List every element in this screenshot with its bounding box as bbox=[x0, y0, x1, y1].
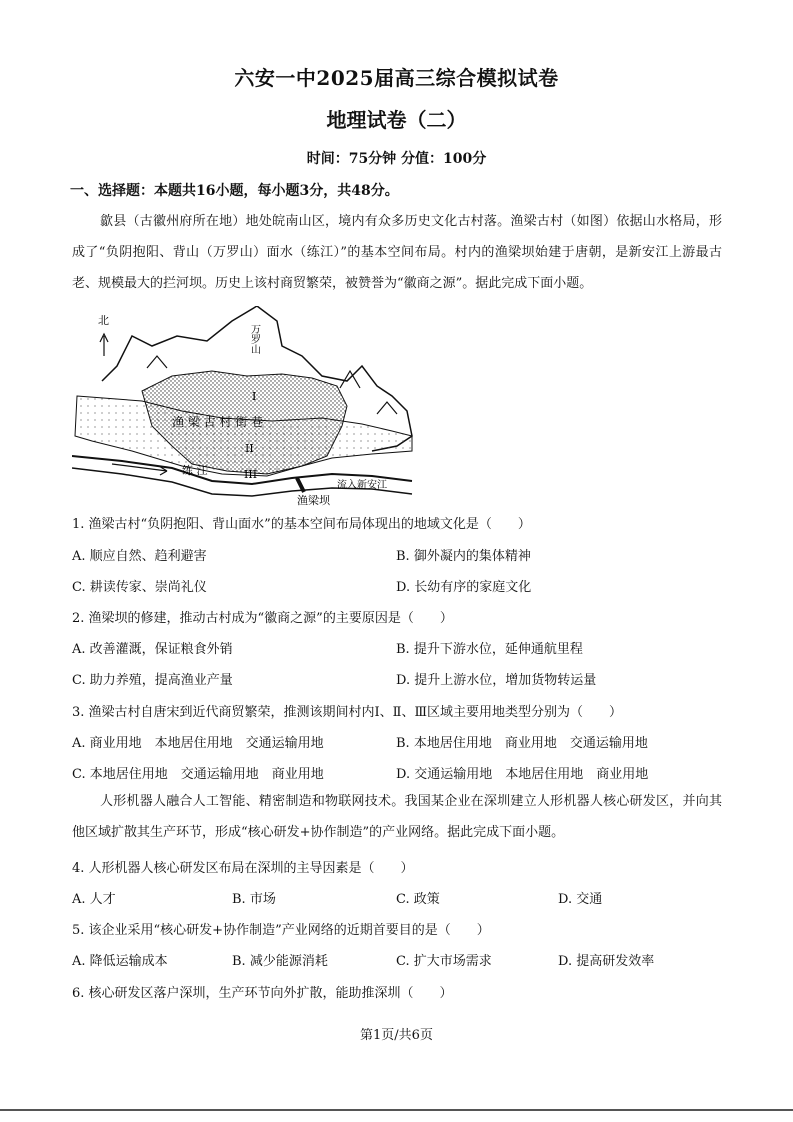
question-4-stem: 4. 人形机器人核心研发区布局在深圳的主导因素是（ ） bbox=[72, 861, 414, 876]
question-4-option-a[interactable]: A. 人才 bbox=[72, 892, 116, 907]
question-5-option-b[interactable]: B. 减少能源消耗 bbox=[232, 954, 328, 969]
question-5-option-c[interactable]: C. 扩大市场需求 bbox=[396, 954, 492, 969]
question-2-option-b[interactable]: B. 提升下游水位，延伸通航里程 bbox=[396, 642, 583, 657]
village-label: 渔 梁 古 村 街 巷 bbox=[172, 415, 264, 429]
section-heading: 一、选择题：本题共16小题，每小题3分，共48分。 bbox=[70, 183, 399, 199]
passage-1: 歙县（古徽州府所在地）地处皖南山区，境内有众多历史文化古村落。渔梁古村（如图）依据山水格局，形成了“负阴抱阳、背山（万罗山）面水（练江）”的基本空间布局。村内的渔梁坝始建于唐朝，是新安江上游最古老、规模最大的拦河坝。历史上该村商贸繁荣，被赞誉为“徽商之源”。据此完成下面小题。 bbox=[72, 214, 722, 291]
question-3-option-c[interactable]: C. 本地居住用地 交通运输用地 商业用地 bbox=[72, 767, 324, 782]
question-3-stem: 3. 渔梁古村自唐宋到近代商贸繁荣，推测该期间村内Ⅰ、Ⅱ、Ⅲ区域主要用地类型分别为（ ） bbox=[72, 705, 623, 720]
exam-title: 六安一中2025届高三综合模拟试卷 bbox=[234, 66, 559, 90]
question-1-option-a[interactable]: A. 顺应自然、趋利避害 bbox=[72, 549, 207, 564]
question-2-stem: 2. 渔梁坝的修建，推动古村成为“徽商之源”的主要原因是（ ） bbox=[72, 611, 453, 626]
question-5-option-a[interactable]: A. 降低运输成本 bbox=[72, 954, 168, 969]
question-2-option-c[interactable]: C. 助力养殖，提高渔业产量 bbox=[72, 673, 233, 688]
question-1-option-b[interactable]: B. 御外凝内的集体精神 bbox=[396, 549, 531, 564]
region-3-label: III bbox=[244, 468, 258, 481]
north-label: 北 bbox=[98, 314, 109, 327]
page-footer: 第1页/共6页 bbox=[360, 1028, 433, 1043]
question-2-option-a[interactable]: A. 改善灌溉，保证粮食外销 bbox=[72, 642, 233, 657]
village-map bbox=[72, 306, 417, 506]
question-1-option-c[interactable]: C. 耕读传家、崇尚礼仪 bbox=[72, 580, 207, 595]
question-6-stem: 6. 核心研发区落户深圳，生产环节向外扩散，能助推深圳（ ） bbox=[72, 986, 453, 1001]
question-3-option-d[interactable]: D. 交通运输用地 本地居住用地 商业用地 bbox=[396, 767, 649, 782]
dam-label: 渔梁坝 bbox=[297, 494, 330, 506]
outflow-label: 流入新安江 bbox=[337, 480, 387, 491]
flow-arrow bbox=[112, 464, 167, 471]
passage-2: 人形机器人融合人工智能、精密制造和物联网技术。我国某企业在深圳建立人形机器人核心研发区，并向其他区域扩散其生产环节，形成“核心研发+协作制造”的产业网络。据此完成下面小题。 bbox=[72, 794, 722, 840]
region-2-label: II bbox=[245, 442, 254, 455]
page-divider bbox=[0, 1109, 793, 1111]
time-score: 时间：75分钟 分值：100分 bbox=[306, 151, 487, 167]
question-2-option-d[interactable]: D. 提升上游水位，增加货物转运量 bbox=[396, 673, 597, 688]
question-3-option-b[interactable]: B. 本地居住用地 商业用地 交通运输用地 bbox=[396, 736, 648, 751]
question-4-option-b[interactable]: B. 市场 bbox=[232, 892, 276, 907]
question-1-option-d[interactable]: D. 长幼有序的家庭文化 bbox=[396, 580, 532, 595]
question-4-option-c[interactable]: C. 政策 bbox=[396, 892, 440, 907]
question-4-option-d[interactable]: D. 交通 bbox=[558, 892, 603, 907]
exam-subtitle: 地理试卷（二） bbox=[326, 108, 467, 132]
region-1-label: I bbox=[252, 390, 257, 403]
mountain-label: 万罗山 bbox=[248, 324, 260, 354]
question-5-option-d[interactable]: D. 提高研发效率 bbox=[558, 954, 655, 969]
question-5-stem: 5. 该企业采用“核心研发+协作制造”产业网络的近期首要目的是（ ） bbox=[72, 923, 490, 938]
question-1-stem: 1. 渔梁古村“负阴抱阳、背山面水”的基本空间布局体现出的地域文化是（ ） bbox=[72, 517, 531, 532]
mountain-symbol bbox=[147, 356, 167, 368]
question-3-option-a[interactable]: A. 商业用地 本地居住用地 交通运输用地 bbox=[72, 736, 324, 751]
mountain-symbol bbox=[377, 402, 397, 414]
river-label: 练 江 bbox=[182, 464, 208, 477]
